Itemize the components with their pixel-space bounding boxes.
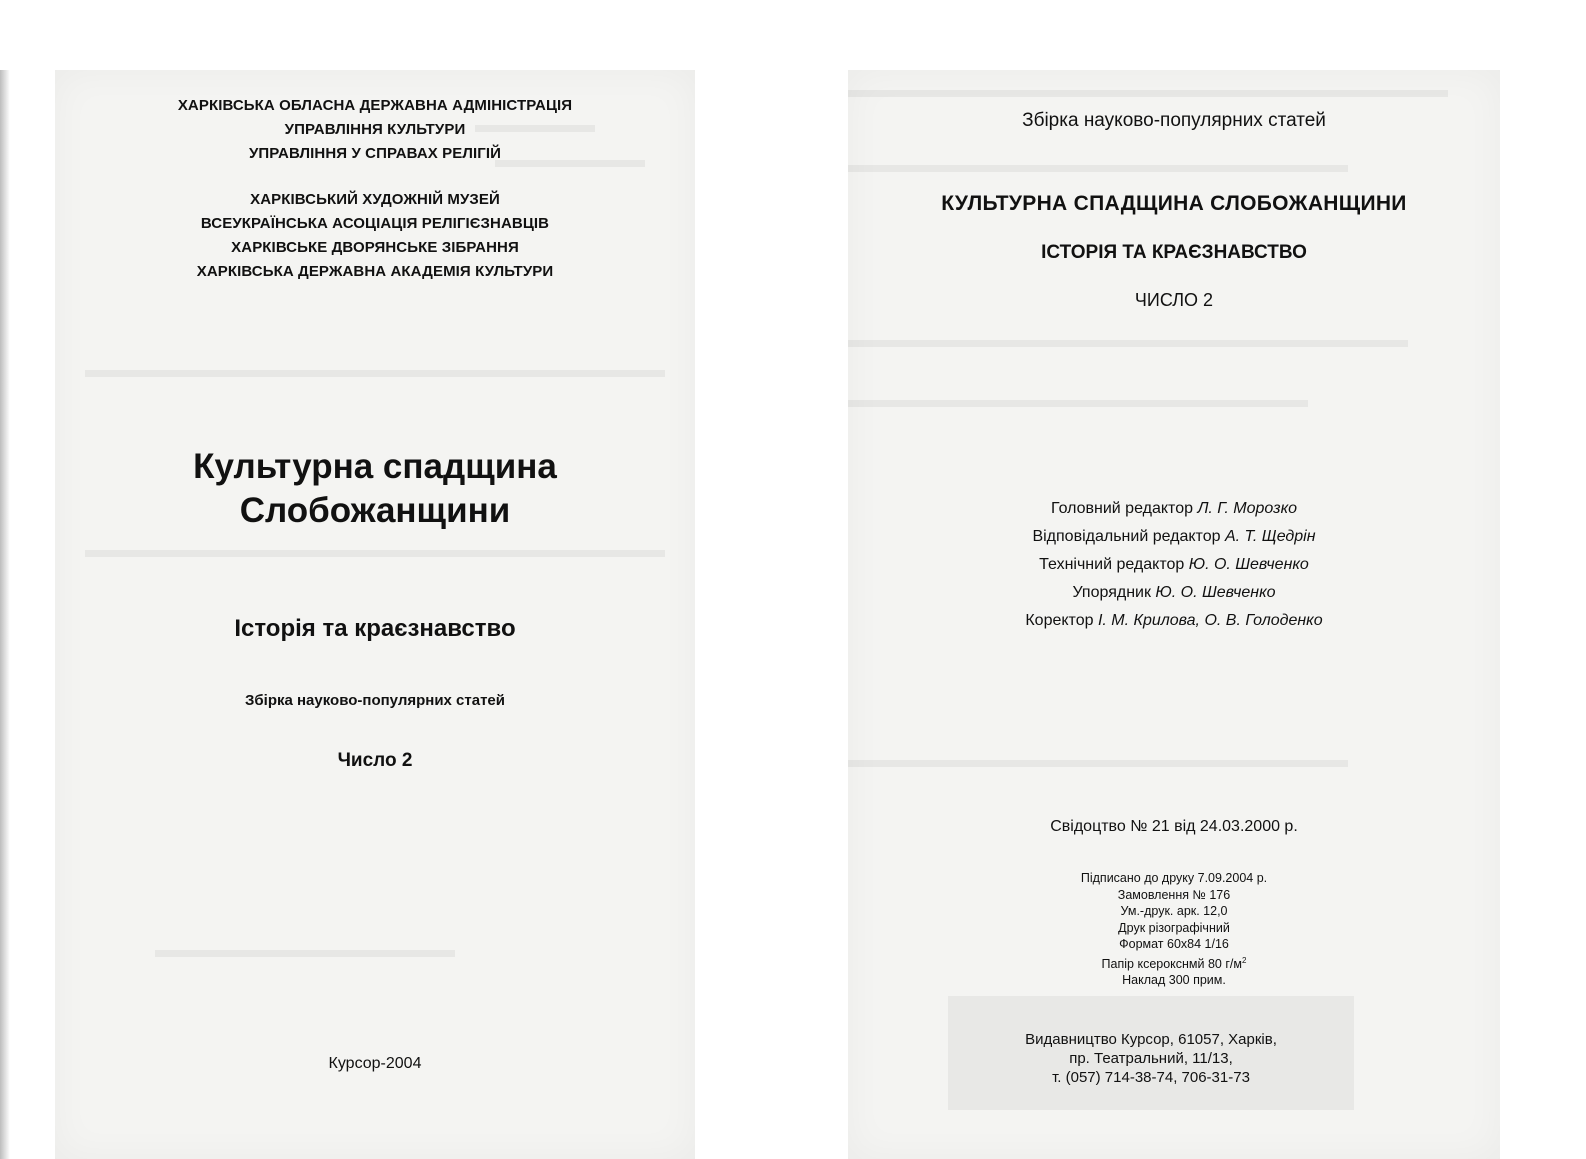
issue-number: ЧИСЛО 2 <box>1134 290 1214 310</box>
publisher-line: т. (057) 714-38-74, 706-31-73 <box>1052 1069 1250 1086</box>
editor-line <box>848 607 1500 635</box>
editor-role: Коректор <box>1025 612 1094 629</box>
editor-role: Головний редактор <box>1050 500 1193 517</box>
editor-name: Ю. О. Шевченко <box>1188 556 1309 573</box>
print-imprint <box>848 870 1500 989</box>
organization-list <box>55 94 695 284</box>
imprint-print-type: Друк різографічний <box>1118 920 1230 935</box>
editor-name: А. Т. Щедрін <box>1224 528 1316 545</box>
book-title <box>55 445 695 533</box>
editorial-board <box>848 495 1500 635</box>
publisher-info <box>948 1030 1354 1087</box>
editor-name: Ю. О. Шевченко <box>1155 584 1276 601</box>
editor-line <box>848 523 1500 551</box>
imprint-copies: Наклад 300 прим. <box>1122 973 1226 988</box>
org-line: ХАРКІВСЬКИЙ ХУДОЖНІЙ МУЗЕЙ <box>250 191 500 208</box>
collection-label: Збірка науково-популярних статей <box>1022 110 1326 131</box>
imprint-signed: Підписано до друку 7.09.2004 р. <box>1080 871 1268 885</box>
editor-role: Технічний редактор <box>1039 556 1185 573</box>
book-title-line2: Слобожанщини <box>239 491 511 530</box>
editor-name: І. М. Крилова, О. В. Голоденко <box>1097 612 1323 629</box>
collection-label: Збірка науково-популярних статей <box>244 692 505 709</box>
publisher-box <box>948 996 1354 1110</box>
imprint-format: Формат 60x84 1/16 <box>1119 937 1229 951</box>
book-title-line1: Культурна спадщина <box>193 447 557 486</box>
left-page <box>55 70 695 1159</box>
org-line: УПРАВЛІННЯ КУЛЬТУРИ <box>284 121 466 138</box>
book-subtitle: ІСТОРІЯ ТА КРАЄЗНАВСТВО <box>1041 242 1307 263</box>
imprint-order: Замовлення № 176 <box>1117 887 1231 902</box>
editor-role: Упорядник <box>1072 584 1151 601</box>
org-line: ХАРКІВСЬКА ДЕРЖАВНА АКАДЕМІЯ КУЛЬТУРИ <box>196 263 554 280</box>
certificate: Свідоцтво № 21 від 24.03.2000 р. <box>1050 818 1298 835</box>
editor-name: Л. Г. Морозко <box>1197 500 1298 517</box>
page-edge-shadow <box>0 70 10 1159</box>
editor-line <box>848 551 1500 579</box>
publisher-line: Видавництво Курсор, 61057, Харків, <box>1025 1031 1277 1048</box>
editor-line <box>848 495 1500 523</box>
org-line: УПРАВЛІННЯ У СПРАВАХ РЕЛІГІЙ <box>248 145 502 162</box>
publisher-year: Курсор-2004 <box>328 1055 422 1072</box>
imprint-paper: Папір ксерокснмй 80 $г/м^2$ <box>1101 955 1247 971</box>
publisher-line: пр. Театральний, 11/13, <box>1069 1050 1233 1067</box>
editor-line <box>848 579 1500 607</box>
org-line: ВСЕУКРАЇНСЬКА АСОЦІАЦІЯ РЕЛІГІЄЗНАВЦІВ <box>200 215 550 232</box>
imprint-sheets: Ум.-друк. арк. 12,0 <box>1120 904 1228 918</box>
book-title: КУЛЬТУРНА СПАДЩИНА СЛОБОЖАНЩИНИ <box>941 192 1407 215</box>
book-subtitle: Історія та краєзнавство <box>234 615 516 642</box>
issue-number: Число 2 <box>337 750 413 771</box>
right-page <box>848 70 1500 1159</box>
editor-role: Відповідальний редактор <box>1032 528 1221 545</box>
org-line: ХАРКІВСЬКЕ ДВОРЯНСЬКЕ ЗІБРАННЯ <box>231 239 519 256</box>
org-line: ХАРКІВСЬКА ОБЛАСНА ДЕРЖАВНА АДМІНІСТРАЦІЯ <box>177 97 573 114</box>
